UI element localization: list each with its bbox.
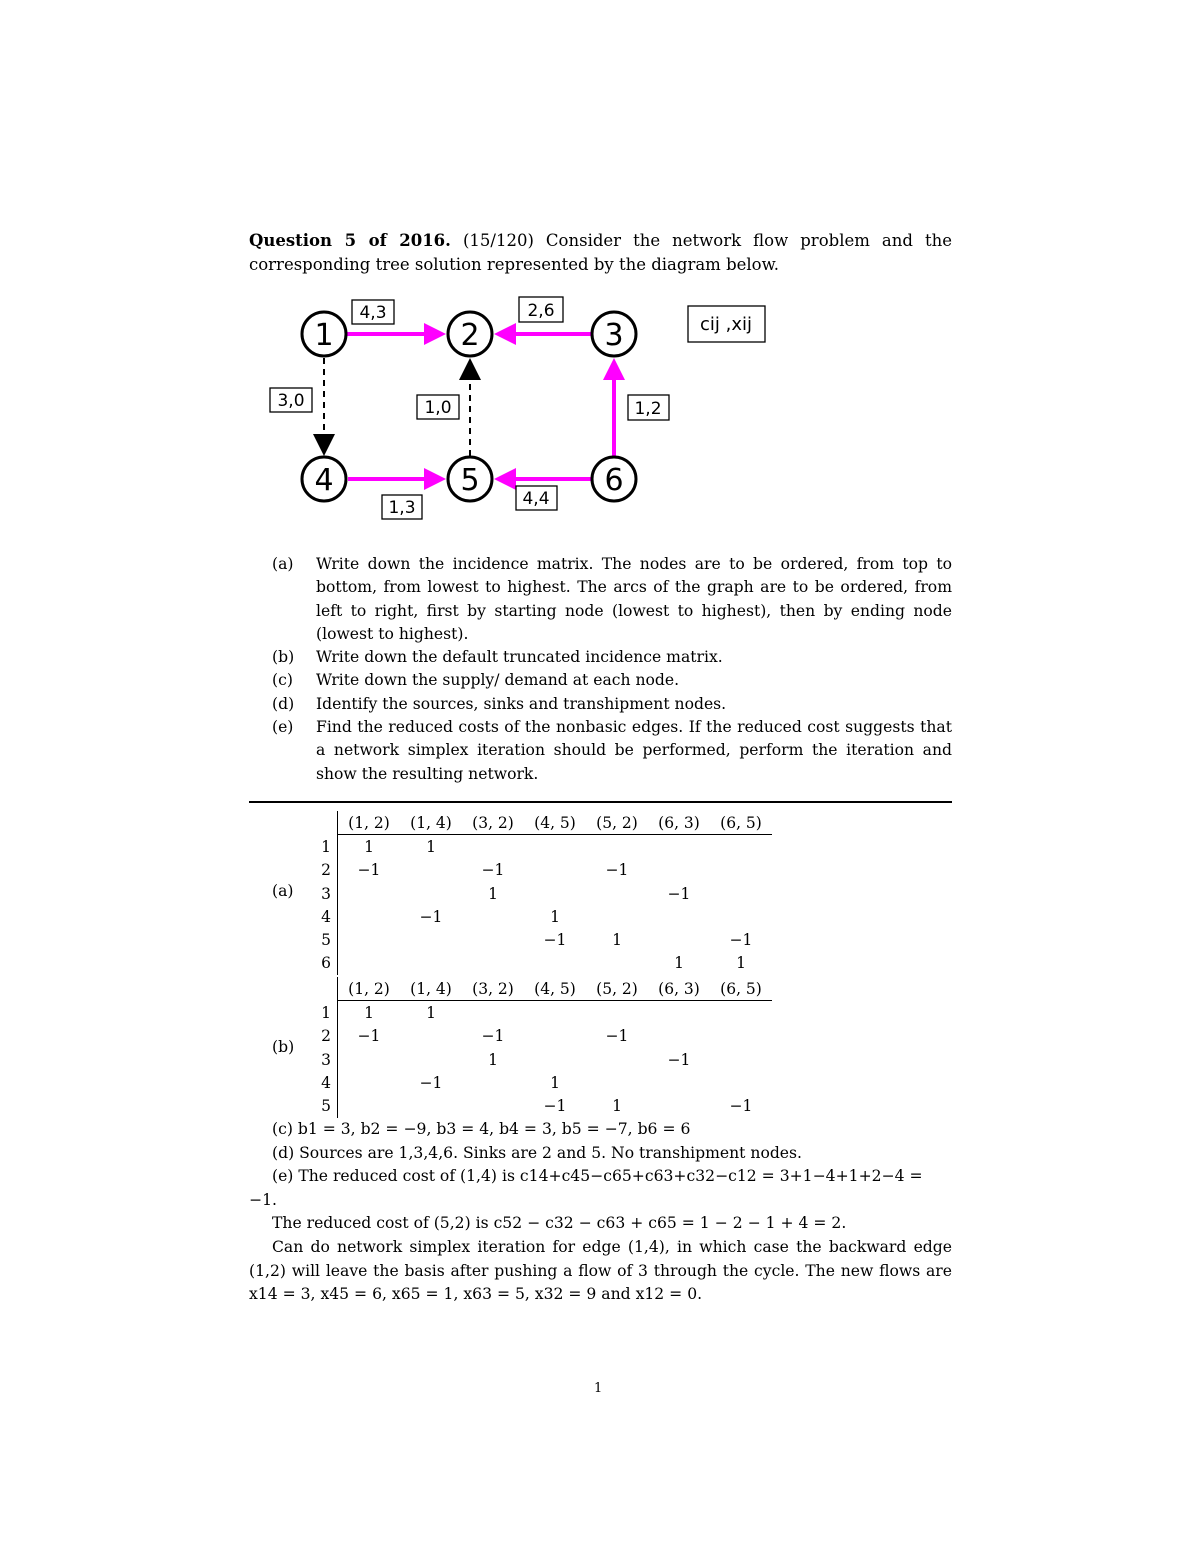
svg-text:4,3: 4,3 [359, 303, 387, 323]
edge-label-5-2 [417, 395, 459, 419]
edge-4-5 [348, 468, 446, 490]
node-1 [302, 312, 346, 356]
column-header: (1, 4) [400, 977, 462, 1001]
svg-text:cij ,xij: cij ,xij [700, 314, 752, 335]
column-header: (5, 2) [586, 977, 648, 1001]
svg-text:1,0: 1,0 [424, 398, 452, 418]
part-b: (b) Write down the default truncated incidence matrix. [272, 648, 723, 667]
matrix-row: 3 1 −1 [301, 1048, 772, 1071]
column-header: (6, 5) [710, 811, 772, 835]
edge-6-3 [603, 358, 625, 457]
node-6 [592, 457, 636, 501]
matrix-row: 1 1 1 [301, 835, 772, 859]
question-parts [272, 553, 952, 786]
column-header: (1, 2) [338, 811, 401, 835]
answer-e-line1-cont: −1. [249, 1191, 277, 1209]
truncated-incidence-matrix [301, 977, 772, 1118]
part-e: (e) Find the reduced costs of the nonbasic edges. If the reduced cost suggests that a network simplex iteration should be performed, perform the iteration and show the resulting network. [272, 718, 952, 783]
node-5 [448, 457, 492, 501]
answer-c: (c) b1 = 3, b2 = −9, b3 = 4, b4 = 3, b5 = −7, b6 = 6 [272, 1120, 691, 1138]
page-number: 1 [594, 1381, 603, 1396]
column-header: (1, 2) [338, 977, 401, 1001]
node-3 [592, 312, 636, 356]
svg-text:2: 2 [460, 318, 480, 353]
answer-e-line3: Can do network simplex iteration for edge (1,4), in which case the backward edge (1,2) will leave the basis after pushing a flow of 3 through the cycle. The new flows are x14 = 3, x45 = 6, x65 = 1, x63 = 5, x32 = 9 and x12 = 0. [249, 1238, 952, 1303]
edge-3-2 [494, 323, 592, 345]
matrix-row: 4 −1 1 [301, 1071, 772, 1094]
answer-e-line1: (e) The reduced cost of (1,4) is c14+c45−c65+c63+c32−c12 = 3+1−4+1+2−4 = [272, 1167, 923, 1185]
matrix-row: 2 −1 −1 −1 [301, 859, 772, 882]
svg-text:6: 6 [604, 463, 624, 498]
svg-text:1,3: 1,3 [388, 498, 416, 518]
edge-label-3-2 [519, 297, 563, 322]
matrix-row: 5 −1 1 −1 [301, 1094, 772, 1117]
column-header: (3, 2) [462, 977, 524, 1001]
answer-e-line2: The reduced cost of (5,2) is c52 − c32 − c63 + c65 = 1 − 2 − 1 + 4 = 2. [272, 1214, 847, 1232]
edge-label-6-3 [628, 395, 669, 420]
diagram-legend [688, 306, 765, 342]
column-header: (6, 3) [648, 977, 710, 1001]
edge-label-1-2 [352, 300, 394, 324]
svg-text:3,0: 3,0 [277, 391, 305, 411]
column-header: (6, 3) [648, 811, 710, 835]
matrix-row: 2 −1 −1 −1 [301, 1025, 772, 1048]
edge-label-6-5 [516, 486, 557, 510]
matrix-row: 3 1 −1 [301, 882, 772, 905]
svg-text:4,4: 4,4 [522, 489, 550, 509]
svg-text:5: 5 [460, 463, 480, 498]
incidence-matrix [301, 811, 772, 975]
column-header: (4, 5) [524, 811, 586, 835]
matrix-row: 5 −1 1 −1 [301, 928, 772, 951]
column-header: (1, 4) [400, 811, 462, 835]
edge-label-4-5 [382, 495, 422, 519]
svg-text:1,2: 1,2 [634, 399, 662, 419]
part-d: (d) Identify the sources, sinks and transhipment nodes. [272, 694, 727, 713]
edge-5-2 [459, 358, 481, 456]
svg-text:1: 1 [314, 318, 334, 353]
matrix-a-label: (a) [272, 882, 294, 900]
network-diagram [0, 0, 1200, 540]
part-c: (c) Write down the supply/ demand at each node. [272, 671, 680, 690]
node-4 [302, 457, 346, 501]
edge-1-2 [346, 323, 446, 345]
svg-text:2,6: 2,6 [527, 301, 555, 321]
matrix-row: 6 1 1 [301, 952, 772, 975]
column-header: (5, 2) [586, 811, 648, 835]
matrix-row: 4 −1 1 [301, 905, 772, 928]
column-header: (6, 5) [710, 977, 772, 1001]
question-title: Question 5 of 2016. [249, 231, 451, 250]
answer-d: (d) Sources are 1,3,4,6. Sinks are 2 and 5. No transhipment nodes. [272, 1144, 802, 1162]
edge-1-4 [313, 358, 335, 456]
matrix-b-label: (b) [272, 1038, 295, 1056]
column-header: (3, 2) [462, 811, 524, 835]
question-text: (15/120) Consider the network flow problem and the corresponding tree solution represented by the diagram below. [249, 231, 952, 274]
edge-label-1-4 [270, 388, 312, 412]
node-2 [448, 312, 492, 356]
matrix-row: 1 1 1 [301, 1001, 772, 1025]
svg-text:4: 4 [314, 463, 334, 498]
section-divider [249, 801, 952, 803]
part-a: (a) Write down the incidence matrix. The nodes are to be ordered, from top to bottom, from lowest to highest. The arcs of the graph are to be ordered, from left to right, first by starting node (lowest to highest), then by ending node (lowest to highest). [272, 555, 952, 643]
svg-text:3: 3 [604, 318, 624, 353]
column-header: (4, 5) [524, 977, 586, 1001]
